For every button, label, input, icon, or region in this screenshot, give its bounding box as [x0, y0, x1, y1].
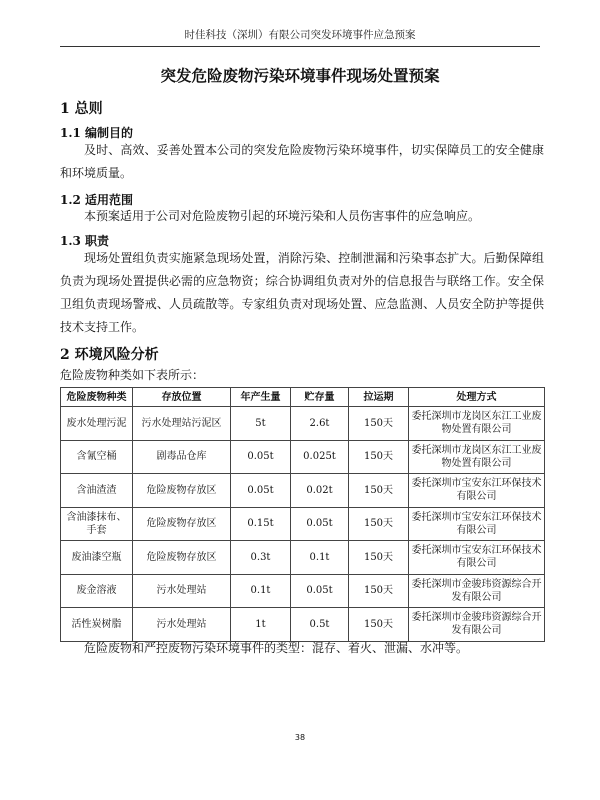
cell-annual: 5t [231, 407, 291, 441]
section-2-heading: 2 环境风险分析 [60, 347, 159, 363]
page-number: 38 [294, 733, 306, 742]
cell-location: 剧毒品仓库 [133, 440, 231, 474]
running-header: 时佳科技（深圳）有限公司突发环境事件应急预案 [184, 29, 416, 41]
cell-annual: 1t [231, 608, 291, 642]
table-header-row [61, 388, 545, 407]
cell-stored: 0.02t [291, 474, 349, 508]
cell-period: 150天 [349, 440, 409, 474]
cell-stored: 0.1t [291, 541, 349, 575]
header-divider [60, 46, 540, 47]
incident-types-text: 危险废物和严控废物污染环境事件的类型：混存、着火、泄漏、水冲等。 [84, 641, 469, 655]
cell-location: 污水处理站 [133, 608, 231, 642]
column-header-location: 存放位置 [133, 388, 231, 407]
section-1-3-text: 现场处置组负责实施紧急现场处置，消除污染、控制泄漏和污染事态扩大。后勤保障组负责为现场处置提供必需的应急物资；综合协调组负责对外的信息报告与联络工作。安全保卫组负责现场警戒、人员疏散等。专家组负责对现场处置、应急监测、人员安全防护等提供技术支持工作。 [60, 251, 544, 334]
table-row [61, 574, 545, 608]
cell-period: 150天 [349, 574, 409, 608]
table-row [61, 541, 545, 575]
cell-stored: 0.025t [291, 440, 349, 474]
cell-type: 废水处理污泥 [61, 407, 133, 441]
cell-period: 150天 [349, 474, 409, 508]
cell-disposal: 委托深圳市宝安东江环保技术有限公司 [409, 507, 545, 541]
cell-disposal: 委托深圳市宝安东江环保技术有限公司 [409, 474, 545, 508]
cell-type: 含油渣渣 [61, 474, 133, 508]
document-title: 突发危险废物污染环境事件现场处置预案 [160, 66, 440, 85]
section-1-1-text: 及时、高效、妥善处置本公司的突发危险废物污染环境事件，切实保障员工的安全健康和环境质量。 [60, 143, 544, 180]
hazardous-waste-table [60, 387, 545, 642]
column-header-stored: 贮存量 [291, 388, 349, 407]
section-1-3-heading: 1.3 职责 [60, 234, 110, 248]
cell-disposal: 委托深圳市龙岗区东江工业废物处置有限公司 [409, 440, 545, 474]
cell-disposal: 委托深圳市龙岗区东江工业废物处置有限公司 [409, 407, 545, 441]
cell-period: 150天 [349, 608, 409, 642]
cell-annual: 0.3t [231, 541, 291, 575]
table-row [61, 507, 545, 541]
cell-disposal: 委托深圳市金骏玮资源综合开发有限公司 [409, 608, 545, 642]
cell-period: 150天 [349, 507, 409, 541]
section-1-2-text: 本预案适用于公司对危险废物引起的环境污染和人员伤害事件的应急响应。 [84, 209, 481, 223]
cell-location: 危险废物存放区 [133, 541, 231, 575]
table-row [61, 440, 545, 474]
cell-location: 污水处理站污泥区 [133, 407, 231, 441]
table-row [61, 407, 545, 441]
cell-disposal: 委托深圳市金骏玮资源综合开发有限公司 [409, 574, 545, 608]
cell-location: 危险废物存放区 [133, 507, 231, 541]
cell-location: 污水处理站 [133, 574, 231, 608]
cell-stored: 0.05t [291, 507, 349, 541]
section-1-1-heading: 1.1 编制目的 [60, 126, 134, 140]
cell-period: 150天 [349, 541, 409, 575]
cell-annual: 0.05t [231, 440, 291, 474]
cell-annual: 0.1t [231, 574, 291, 608]
cell-type: 含氰空桶 [61, 440, 133, 474]
column-header-annual: 年产生量 [231, 388, 291, 407]
column-header-disposal: 处理方式 [409, 388, 545, 407]
cell-type: 废油漆空瓶 [61, 541, 133, 575]
section-1-2-heading: 1.2 适用范围 [60, 193, 134, 207]
cell-type: 含油漆抹布、手套 [61, 507, 133, 541]
cell-type: 废金溶液 [61, 574, 133, 608]
column-header-period: 拉运期 [349, 388, 409, 407]
cell-stored: 0.5t [291, 608, 349, 642]
table-intro: 危险废物种类如下表所示： [60, 368, 205, 382]
cell-period: 150天 [349, 407, 409, 441]
table-row [61, 474, 545, 508]
cell-stored: 0.05t [291, 574, 349, 608]
cell-disposal: 委托深圳市宝安东江环保技术有限公司 [409, 541, 545, 575]
cell-annual: 0.05t [231, 474, 291, 508]
cell-stored: 2.6t [291, 407, 349, 441]
cell-type: 活性炭树脂 [61, 608, 133, 642]
table-row [61, 608, 545, 642]
section-1-heading: 1 总则 [60, 101, 103, 117]
cell-location: 危险废物存放区 [133, 474, 231, 508]
column-header-type: 危险废物种类 [61, 388, 133, 407]
cell-annual: 0.15t [231, 507, 291, 541]
